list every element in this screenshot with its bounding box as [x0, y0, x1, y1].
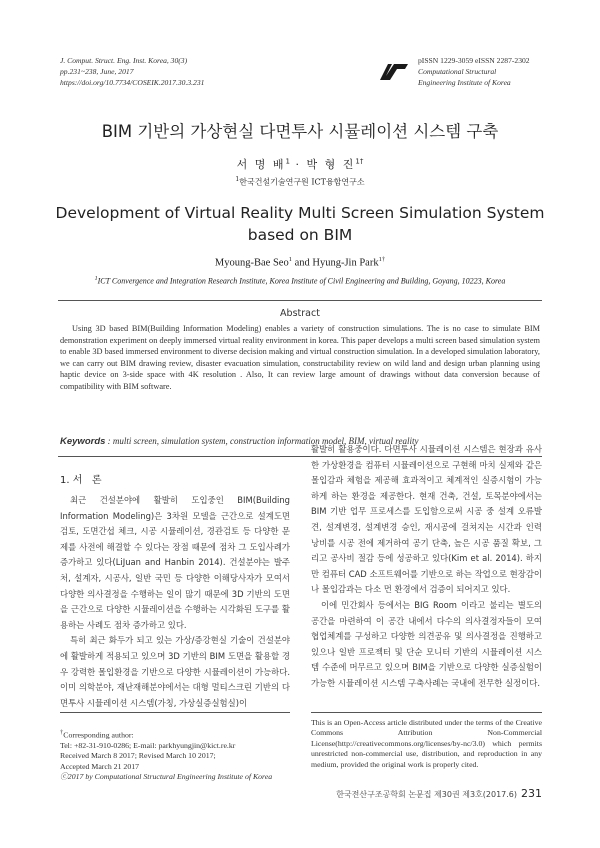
body-column-right [311, 442, 542, 692]
page-number: 231 [521, 787, 542, 800]
authors-korean [0, 156, 600, 172]
abstract-text: Using 3D based BIM(Building Information Modeling) enables a variety of construction simulations. The is no case to simulate BIM demonstration experiment on deeply immersed virtual reality environment in korea. This paper develops a multi screen based simulation system to enable 3D based immersed environment to diverse decision making and virtual construction simulation. In a developed simulation laboratory, we can carry out BIM drawing review, disaster evacuation simulation, constructability review on wild land and design urban planning using haptic device on 3-side space with 4K resolution . Also, It can review large amount of drawings without data conversion because of compatibility with BIM software. [60, 324, 540, 391]
affiliation-mark: 1 [235, 176, 240, 183]
copyright-notice: ⓒ2017 by Computational Structural Engineering Institute of Korea [60, 772, 273, 782]
society-name-line: Engineering Institute of Korea [418, 78, 511, 87]
keywords-label: Keywords [60, 436, 106, 447]
received-dates: Received March 8 2017; Revised March 10 2017; [60, 751, 216, 761]
paper-title-english: Development of Virtual Reality Multi Screen Simulation System based on BIM [55, 204, 545, 244]
section-number: 1. [60, 475, 70, 486]
abstract-top-rule [58, 300, 542, 301]
affiliation-mark: 1 [94, 276, 98, 282]
cosEIK-logo-icon [378, 60, 410, 82]
body-paragraph: 특히 최근 화두가 되고 있는 가상/증강현실 기술이 건설분야에 활발하게 적용되고 있으며 3D 기반의 BIM 도면을 활용할 경우 강력한 몰입환경을 기반으로 다양한 시뮬레이션이 가능하다. 이미 의학분야, 재난재해분야에서는 대형 멀티스크린 기반의 다면투사 시뮬레이션 시스템(가칭, 가상실증실험실)이 [60, 635, 290, 708]
issn-line: pISSN 1229-3059 eISSN 2287-2302 [418, 56, 530, 65]
paper-title-korean: BIM 기반의 가상현실 다면투사 시뮬레이션 시스템 구축 [101, 122, 499, 141]
affiliation-text: ICT Convergence and Integration Research Institute, Korea Institute of Civil Engineering and Building, Goyang, 10223, Korea [97, 276, 506, 286]
society-name-line: Computational Structural [418, 67, 497, 76]
doi-link[interactable]: https://doi.org/10.7734/COSEIK.2017.30.3.231 [60, 78, 205, 87]
authors-english [0, 256, 600, 269]
body-paragraph: 이에 민간회사 등에서는 BIG Room 이라고 불리는 별도의 공간을 마련하여 이 공간 내에서 다수의 의사결정자들이 모여 협업체계를 구성하고 다양한 의견공유 및 의사결정을 진행하고 있으나 일반 프로젝터 및 단순 모니터 기반의 시뮬레이션 시스템 수준에 머무르고 있으며 BIM을 기반으로 다양한 실증실험이 가능한 시뮬레이션 시스템 구축사례는 국내에 전무한 실정이다. [311, 599, 542, 688]
footnote-corresponding [60, 728, 290, 783]
author-name: Myoung-Bae Seo [214, 257, 289, 269]
author-affiliation-mark: 1† [378, 256, 386, 263]
corresponding-label-text: Corresponding author: [63, 730, 134, 740]
corresponding-author-label: †Corresponding author: [60, 729, 134, 740]
accepted-date: Accepted March 21 2017 [60, 761, 140, 771]
citation-line: J. Comput. Struct. Eng. Inst. Korea, 30(3) [60, 56, 188, 65]
keywords-text: : multi screen, simulation system, construction information model, BIM, virtual reality [105, 436, 419, 446]
author-affiliation-mark: 1 [288, 256, 292, 263]
body-column-left [60, 493, 290, 711]
author-separator: · [290, 158, 307, 171]
journal-issn-block [418, 55, 530, 88]
affiliation-english [0, 276, 600, 286]
page-footer [336, 787, 542, 800]
open-access-notice: This is an Open-Access article distributed under the terms of the Creative Commons Attribution Non-Commercial License(http://creativecommons.org/licenses/by-nc/3.0) which permits unrestricted non-commercial use, distribution, and reproduction in any medium, provided the original work is properly cited. [311, 718, 542, 769]
contact-info: Tel: +82-31-910-0286; E-mail: parkhyungjin@kict.re.kr [60, 741, 236, 750]
author-name: 서 명 배 [236, 158, 286, 171]
author-name: 박 형 진 [306, 158, 356, 171]
author-affiliation-mark: 1† [355, 157, 364, 166]
author-name: Hyung-Jin Park [312, 257, 379, 269]
citation-line: pp.231~238, June, 2017 [60, 67, 134, 76]
footnote-rule-left [60, 712, 290, 713]
footer-journal: 한국전산구조공학회 논문집 제30권 제3호(2017.6) [336, 790, 517, 799]
section-heading [60, 471, 102, 486]
body-paragraph: 최근 건설분야에 활발히 도입중인 BIM(Building Information Modeling)은 3차원 모델을 근간으로 설계도면 검토, 도면간섭 체크, 시공 시뮬레이션, 경관검토 등 다양한 문제를 사전에 해결할 수 있다는 장점 때문에 점차 그 도입사례가 증가하고 있다(LiJuan and Hanbin 2014). 건설분야는 발주처, 설계자, 시공사, 일반 국민 등 다양한 이해당사자가 모여서 다양한 의사결정을 수행하는 일이 많기 때문에 3D 기반의 도면을 근간으로 다양한 시뮬레이션을 수행하는 시각화된 도구를 활용하는 사례도 점차 증가하고 있다. [60, 495, 290, 630]
abstract-heading: Abstract [280, 308, 320, 319]
affiliation-text: 한국건설기술연구원 ICT융합연구소 [239, 177, 365, 187]
affiliation-korean [0, 176, 600, 188]
author-affiliation-mark: 1 [285, 157, 290, 166]
author-separator: and [291, 257, 313, 269]
section-title: 서 론 [72, 475, 102, 486]
journal-citation [60, 55, 204, 88]
body-paragraph: 활발히 활용중이다. 다면투사 시뮬레이션 시스템은 현장과 유사한 가상환경을 컴퓨터 시뮬레이션으로 구현해 마치 실제와 같은 몰입감과 체험을 제공해 효과적이고 체계적인 실증시험이 가능하게 하는 환경을 제공한다. 현재 건축, 건설, 토목분야에서는 BIM 기반 업무 프로세스를 도입함으로써 시공 중 설계 오류발견, 설계변경, 설계변경 승인, 재시공에 걸쳐지는 시간과 인력 낭비를 시공 전에 제거하여 공기 단축, 높은 시공 품질 확보, 그리고 공사비 절감 등에 성공하고 있다(Kim et al. 2014). 하지만 컴퓨터 CAD 소프트웨어를 기반으로 하는 작업으로 현장감이나 몰입감과는 다소 먼 환경에서 검증이 되어지고 있다. [311, 444, 542, 595]
footnote-rule-right [311, 712, 542, 713]
